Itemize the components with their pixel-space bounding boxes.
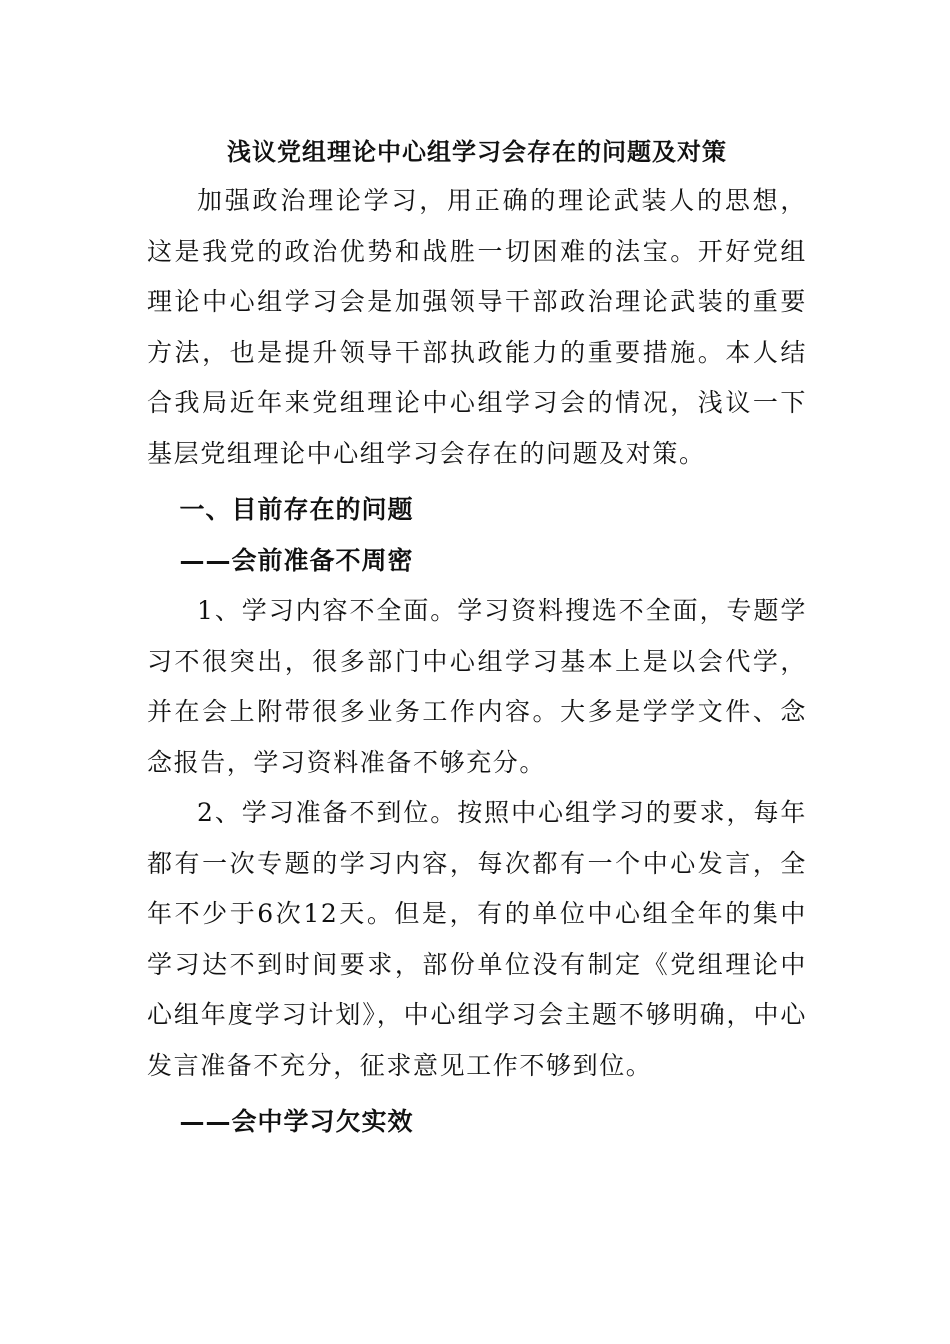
document-body	[147, 128, 807, 1148]
document-title: 浅议党组理论中心组学习会存在的问题及对策	[227, 137, 727, 166]
subheading-preparation: ——会前准备不周密	[179, 545, 414, 575]
paragraph-item-1: 1、学习内容不全面。学习资料搜选不全面，专题学习不很突出，很多部门中心组学习基本上是以会代学，并在会上附带很多业务工作内容。大多是学学文件、念念报告，学习资料准备不够充分。	[147, 596, 807, 777]
subheading-effectiveness: ——会中学习欠实效	[179, 1107, 414, 1136]
section-heading-problems: 一、目前存在的问题	[179, 495, 414, 524]
intro-paragraph: 加强政治理论学习，用正确的理论武装人的思想，这是我党的政治优势和战胜一切困难的法宝。开好党组理论中心组学习会是加强领导干部政治理论武装的重要方法，也是提升领导干部执政能力的重要措施。本人结合我局近年来党组理论中心组学习会的情况，浅议一下基层党组理论中心组学习会存在的问题及对策。	[147, 186, 807, 468]
paragraph-item-2: 2、学习准备不到位。按照中心组学习的要求，每年都有一次专题的学习内容，每次都有一个中心发言，全年不少于6次12天。但是，有的单位中心组全年的集中学习达不到时间要求，部份单位没有制定《党组理论中心组年度学习计划》，中心组学习会主题不够明确，中心发言准备不充分，征求意见工作不够到位。	[147, 798, 807, 1080]
